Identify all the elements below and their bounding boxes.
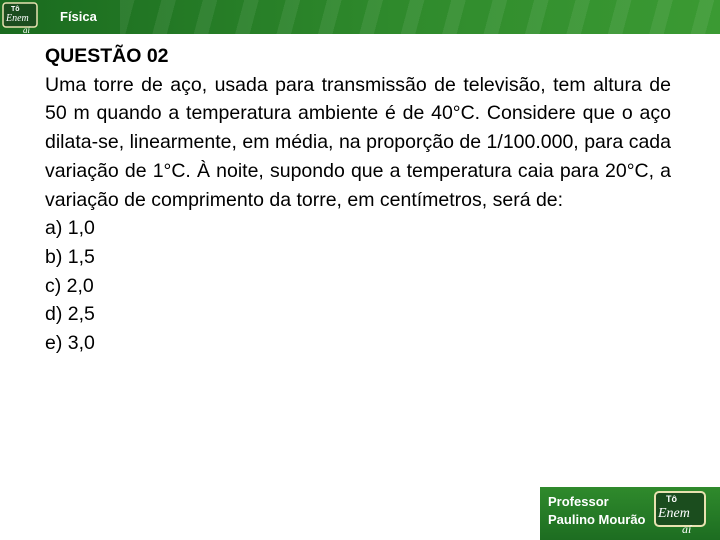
option-d: d) 2,5: [45, 303, 95, 326]
option-a: a) 1,0: [45, 217, 95, 240]
svg-text:Enem: Enem: [6, 13, 29, 24]
subject-title: Física: [60, 9, 97, 24]
svg-text:Tô: Tô: [11, 6, 20, 13]
professor-name: Paulino Mourão: [548, 512, 646, 527]
option-e: e) 3,0: [45, 332, 95, 355]
professor-label: Professor: [548, 494, 609, 509]
top-header-bar: [0, 0, 720, 34]
header-stripes: [120, 0, 720, 34]
svg-text:Tô: Tô: [666, 494, 677, 504]
question-statement: Uma torre de aço, usada para transmissão de televisão, tem altura de 50 m quando a temperatura ambiente é de 40°C. Considere que o aço dilata-se, linearmente, em média, na proporção de 1/100.000, para cada variação de 1°C. À noite, supondo que a temperatura caia para 20°C, a variação de comprimento da torre, em centímetros, será de:: [45, 73, 671, 211]
svg-text:aí: aí: [23, 25, 31, 35]
option-c: c) 2,0: [45, 274, 94, 297]
svg-text:aí: aí: [682, 522, 692, 536]
svg-text:Enem: Enem: [658, 506, 690, 521]
enem-logo-icon: [1, 0, 43, 36]
enem-logo-footer-icon: [652, 488, 712, 536]
question-content: [45, 42, 671, 358]
option-b: b) 1,5: [45, 245, 95, 268]
professor-credit: [548, 493, 646, 529]
question-title: QUESTÃO 02: [45, 45, 169, 67]
